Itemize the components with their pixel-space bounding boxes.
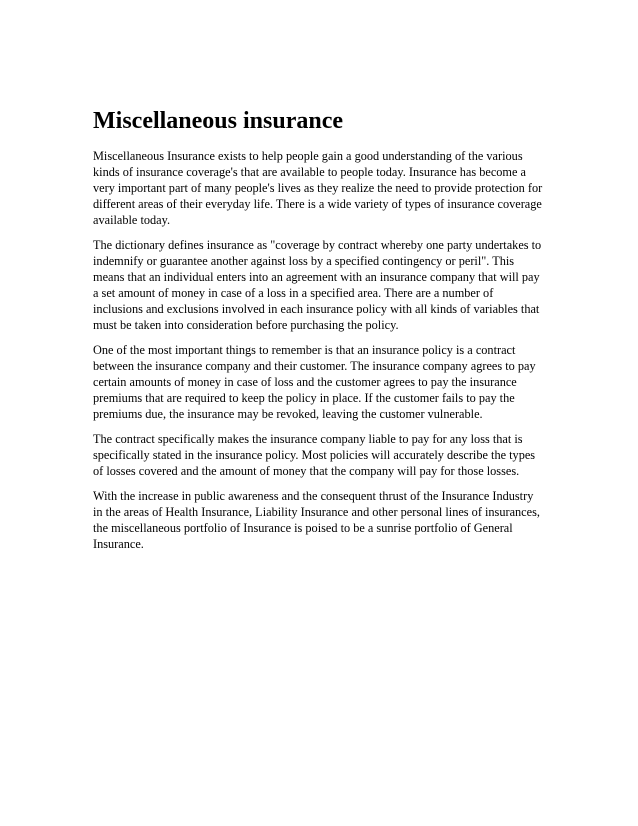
paragraph-3: One of the most important things to remember is that an insurance policy is a contract between the insurance company and their customer. The insurance company agrees to pay certain amounts of money in case of loss and the customer agrees to pay the insurance premiums that are required to keep the policy in place. If the customer fails to pay the premiums due, the insurance may be revoked, leaving the customer vulnerable. bbox=[93, 343, 536, 421]
document-body bbox=[93, 107, 545, 561]
paragraph-4: The contract specifically makes the insurance company liable to pay for any loss that is specifically stated in the insurance policy. Most policies will accurately describe the types of losses covered and the amount of money that the company will pay for those losses. bbox=[93, 432, 536, 478]
document-title: Miscellaneous insurance bbox=[93, 108, 343, 134]
paragraph-5: With the increase in public awareness and the consequent thrust of the Insurance Industry in the areas of Health Insurance, Liability Insurance and other personal lines of insurances, the miscellaneous portfolio of Insurance is poised to be a sunrise portfolio of General Insurance. bbox=[93, 489, 540, 551]
paragraph-1: Miscellaneous Insurance exists to help people gain a good understanding of the various kinds of insurance coverage's that are available to people today. Insurance has become a very important part of many people's lives as they realize the need to provide protection for different areas of their everyday life. There is a wide variety of types of insurance coverage available today. bbox=[93, 149, 543, 227]
paragraph-2: The dictionary defines insurance as "coverage by contract whereby one party undertakes to indemnify or guarantee another against loss by a specified contingency or peril". This means that an individual enters into an agreement with an insurance company that will pay a set amount of money in case of a loss in a specified area. There are a number of inclusions and exclusions involved in each insurance policy with all kinds of variables that must be taken into consideration before purchasing the policy. bbox=[93, 238, 542, 332]
